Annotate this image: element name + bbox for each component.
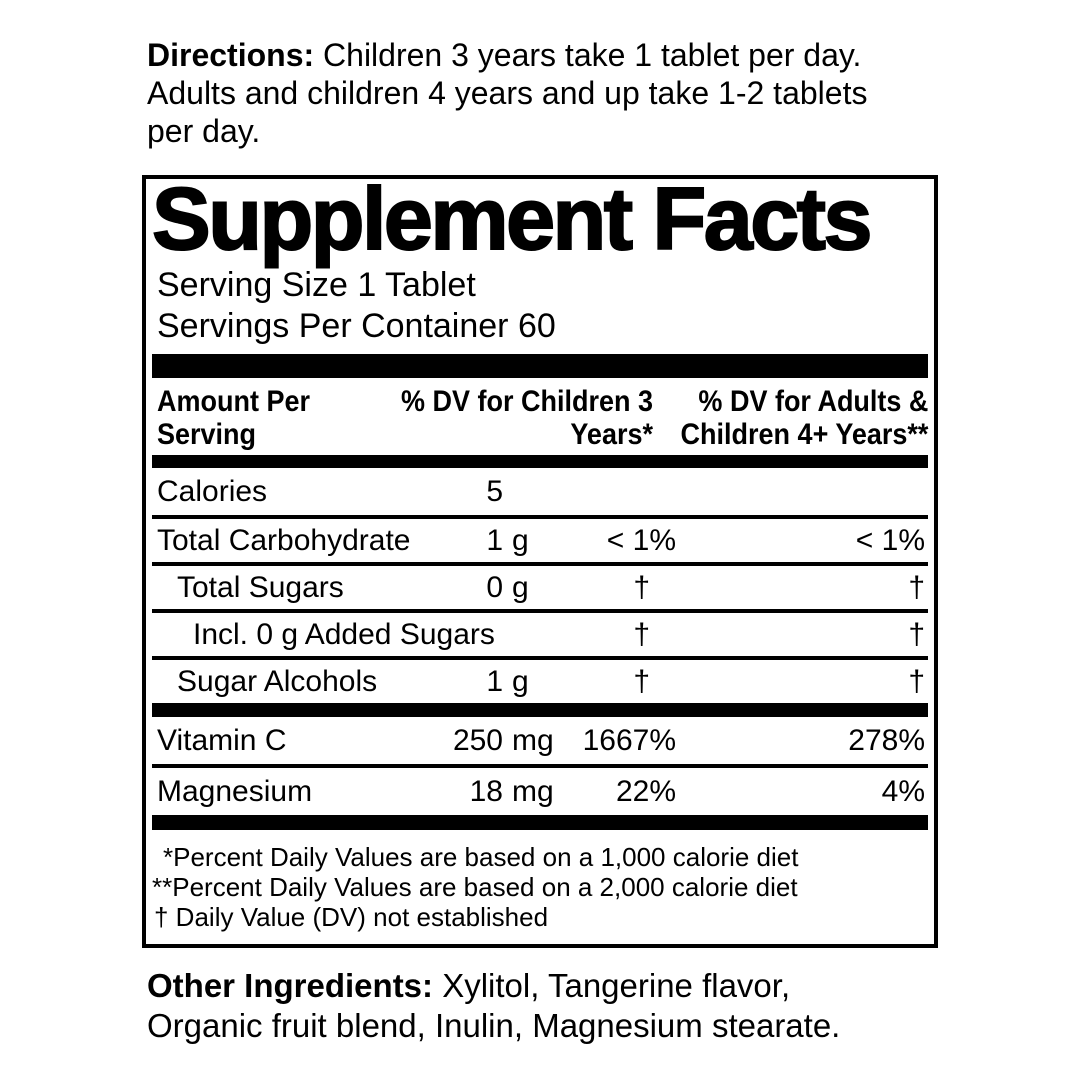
footnotes — [152, 842, 928, 932]
header-amount-line1: Amount Per — [157, 385, 311, 418]
dv-adults-value: 278% — [848, 723, 925, 757]
dv-adults-value: 4% — [881, 774, 925, 808]
amount-unit: mg — [512, 774, 554, 808]
panel-title: Supplement Facts — [152, 175, 870, 268]
table-header-row — [152, 378, 928, 455]
amount-unit: g — [512, 664, 529, 698]
supplement-facts-panel — [142, 175, 938, 948]
nutrient-amount — [396, 571, 546, 605]
divider-bar-below-header — [152, 455, 928, 468]
table-row-calories — [152, 468, 928, 515]
amount-unit: g — [512, 570, 529, 604]
dv-children-value: 1667% — [582, 723, 676, 757]
amount-number: 1 — [486, 523, 503, 557]
dv-children-value: < 1% — [606, 523, 676, 557]
dv-adults-value: † — [908, 617, 925, 651]
nutrient-name: Incl. 0 g Added Sugars — [193, 617, 495, 651]
header-adults-line1: % DV for Adults & — [697, 385, 928, 418]
nutrient-name: Magnesium — [157, 774, 313, 808]
other-ingredients-label: Other Ingredients: — [147, 967, 434, 1004]
footnote-adults-dv: **Percent Daily Values are based on a 2,000 calorie diet — [152, 872, 798, 902]
dv-adults-value: † — [908, 570, 925, 604]
nutrient-amount — [396, 475, 546, 509]
directions-text — [147, 36, 957, 150]
directions-line-1-text: Children 3 years take 1 tablet per day. — [323, 37, 862, 73]
nutrient-name: Total Carbohydrate — [157, 523, 411, 557]
table-row-sugar-alcohols — [152, 656, 928, 703]
other-ingredients-text — [147, 966, 967, 1046]
nutrient-amount — [396, 618, 546, 652]
table-row-total-carbohydrate — [152, 515, 928, 562]
divider-bar-mid — [152, 703, 928, 717]
table-row-total-sugars — [152, 562, 928, 609]
amount-number: 1 — [486, 664, 503, 698]
header-children-line1: % DV for Children 3 — [400, 385, 653, 418]
nutrient-amount — [396, 665, 546, 699]
directions-line-2: Adults and children 4 years and up take 1-2 tablets — [147, 75, 868, 111]
servings-per-container: Servings Per Container 60 — [157, 307, 556, 345]
nutrient-amount — [396, 774, 554, 809]
header-amount-line2: Serving — [157, 418, 257, 451]
nutrient-name: Vitamin C — [157, 723, 287, 757]
dv-adults-value: < 1% — [855, 523, 925, 557]
other-ingredients-line-1-text: Xylitol, Tangerine flavor, — [442, 967, 791, 1004]
dv-adults-value: † — [908, 664, 925, 698]
other-ingredients-line-1 — [147, 966, 967, 1006]
nutrient-amount — [396, 524, 546, 558]
nutrient-amount — [396, 723, 554, 758]
nutrient-name: Calories — [157, 474, 268, 508]
directions-label: Directions: — [147, 37, 315, 73]
dv-children-value: † — [633, 617, 650, 651]
table-row-vitamin-c — [152, 717, 928, 764]
table-row-added-sugars — [152, 609, 928, 656]
nutrient-name: Total Sugars — [177, 570, 344, 604]
amount-unit: mg — [512, 723, 554, 757]
dv-children-value: † — [633, 570, 650, 604]
serving-size: Serving Size 1 Tablet — [157, 266, 476, 304]
divider-bar-bottom — [152, 815, 928, 830]
nutrient-name: Sugar Alcohols — [177, 664, 378, 698]
directions-line-1 — [147, 36, 957, 74]
amount-number: 18 — [469, 774, 503, 808]
footnote-children-dv: *Percent Daily Values are based on a 1,000 calorie diet — [163, 842, 799, 872]
directions-line-3: per day. — [147, 113, 261, 149]
footnote-dagger: † Daily Value (DV) not established — [154, 902, 549, 932]
other-ingredients-line-2: Organic fruit blend, Inulin, Magnesium stearate. — [147, 1007, 841, 1044]
amount-number: 5 — [486, 474, 503, 508]
header-dv-children — [373, 385, 653, 451]
amount-unit: g — [512, 523, 529, 557]
header-children-line2: Years* — [569, 418, 653, 451]
thick-divider-bar-top — [152, 354, 928, 378]
amount-number: 0 — [486, 570, 503, 604]
header-amount-per-serving — [152, 385, 373, 451]
header-dv-adults — [653, 385, 928, 451]
dv-children-value: 22% — [615, 774, 676, 808]
amount-number: 250 — [452, 723, 503, 757]
header-adults-line2: Children 4+ Years** — [680, 418, 928, 451]
dv-children-value: † — [633, 664, 650, 698]
table-row-magnesium — [152, 764, 928, 815]
